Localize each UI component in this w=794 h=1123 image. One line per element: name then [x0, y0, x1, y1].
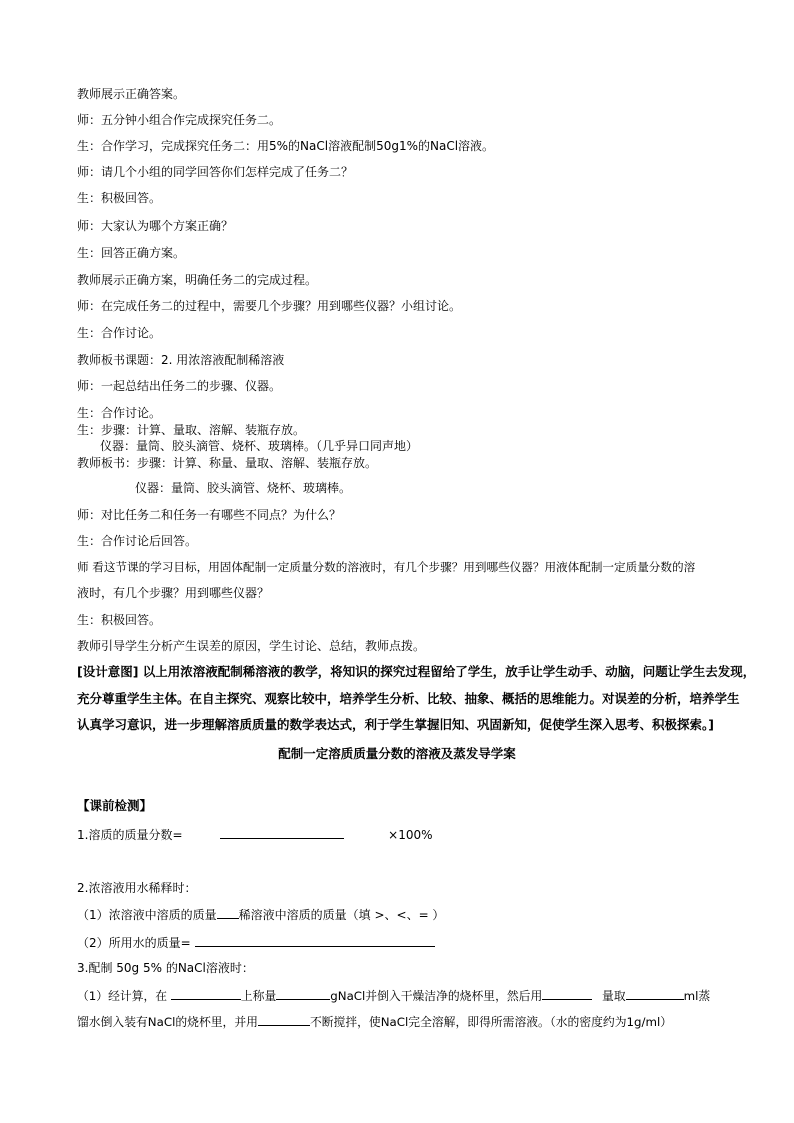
text-line: 教师引导学生分析产生误差的原因，学生讨论、总结，教师点拨。 [77, 639, 426, 653]
text-line: 生：积极回答。 [77, 191, 162, 205]
text-line: 师：大家认为哪个方案正确？ [77, 219, 234, 233]
design-intent-line: [设计意图] 以上用浓溶液配制稀溶液的教学，将知识的探究过程留给了学生，放手让学生动手、动脑，问题让学生去发现， [77, 664, 756, 679]
answer-blank[interactable] [626, 987, 684, 1000]
text-line: 生：合作学习，完成探究任务二：用5%的NaCl溶液配制50g1%的NaCl溶液。 [77, 139, 495, 153]
question-3-1-text-f: 馏水倒入装有NaCl的烧杯里，并用 [77, 1015, 258, 1029]
text-line: 师：五分钟小组合作完成探究任务二。 [77, 113, 282, 127]
question-2-1-text-b: 稀溶液中溶质的质量（填 >、<、= ） [238, 908, 445, 922]
text-line: 生：合作讨论。 [77, 326, 162, 340]
text-line: 生：步骤：计算、量取、溶解、装瓶存放。 [77, 423, 306, 437]
text-line: 师：请几个小组的同学回答你们怎样完成了任务二？ [77, 165, 354, 179]
question-1-prefix: 1.溶质的质量分数= [77, 828, 183, 842]
text-line: 师：在完成任务二的过程中，需要几个步骤？用到哪些仪器？小组讨论。 [77, 299, 462, 313]
question-3-1-text-a: （1）经计算，在 [77, 989, 168, 1003]
design-intent-line: 充分尊重学生主体。在自主探究、观察比较中，培养学生分析、比较、抽象、概括的思维能力。对误差的分析，培养学生 [77, 691, 740, 706]
text-line: 教师展示正确方案，明确任务二的完成过程。 [77, 273, 318, 287]
text-line: 师：一起总结出任务二的步骤、仪器。 [77, 379, 282, 393]
question-3: 3.配制 50g 5% 的NaCl溶液时： [77, 961, 254, 975]
text-line: 仪器：量筒、胶头滴管、烧杯、玻璃棒。 [135, 481, 352, 495]
question-3-1-text-e: ml蒸 [683, 989, 711, 1003]
text-line: 生：积极回答。 [77, 613, 162, 627]
question-3-1-text-c: gNaCl并倒入干燥洁净的烧杯里，然后用 [330, 989, 543, 1003]
text-line: 生：合作讨论后回答。 [77, 534, 198, 548]
answer-blank[interactable] [217, 906, 239, 919]
question-3-1-text-d: 量取 [602, 989, 626, 1003]
answer-blank[interactable] [542, 987, 592, 1000]
answer-blank[interactable] [220, 826, 344, 839]
text-line: 教师板书课题：2. 用浓溶液配制稀溶液 [77, 353, 285, 367]
text-line: 液时，有几个步骤？用到哪些仪器？ [77, 586, 270, 600]
text-line: 师：对比任务二和任务一有哪些不同点？为什么？ [77, 508, 342, 522]
question-3-1-text-g: 不断搅拌，使NaCl完全溶解，即得所需溶液。（水的密度约为1g/ml） [309, 1015, 673, 1029]
question-2-2 [77, 934, 435, 951]
section-title: 配制一定溶质质量分数的溶液及蒸发导学案 [278, 746, 516, 761]
answer-blank[interactable] [258, 1013, 310, 1026]
text-line: 仪器：量筒、胶头滴管、烧杯、玻璃棒。（几乎异口同声地） [100, 439, 419, 453]
question-1-suffix: ×100% [388, 828, 433, 842]
text-line: 师 看这节课的学习目标，用固体配制一定质量分数的溶液时，有几个步骤？用到哪些仪器？用液体配制一定质量分数的溶 [77, 560, 696, 574]
question-2-1 [77, 906, 444, 923]
pretest-heading: 【课前检测】 [77, 798, 153, 813]
question-3-1-text-b: 上称量 [240, 989, 277, 1003]
question-3-1-line-2 [77, 1013, 672, 1030]
question-2-1-text-a: （1）浓溶液中溶质的质量 [77, 908, 217, 922]
text-line: 教师展示正确答案。 [77, 87, 186, 101]
answer-blank[interactable] [276, 987, 330, 1000]
answer-blank[interactable] [195, 934, 435, 947]
question-2: 2.浓溶液用水稀释时： [77, 881, 197, 895]
question-2-2-text: （2）所用水的质量= [77, 936, 191, 950]
question-1 [77, 826, 433, 843]
text-line: 生：回答正确方案。 [77, 246, 186, 260]
text-line: 教师板书：步骤：计算、称量、量取、溶解、装瓶存放。 [77, 456, 378, 470]
answer-blank[interactable] [171, 987, 241, 1000]
question-3-1-line-1 [77, 987, 710, 1004]
design-intent-line: 认真学习意识，进一步理解溶质质量的数学表达式，利于学生掌握旧知、巩固新知，促使学生深入思考、积极探索。] [77, 717, 714, 732]
text-line: 生：合作讨论。 [77, 406, 162, 420]
